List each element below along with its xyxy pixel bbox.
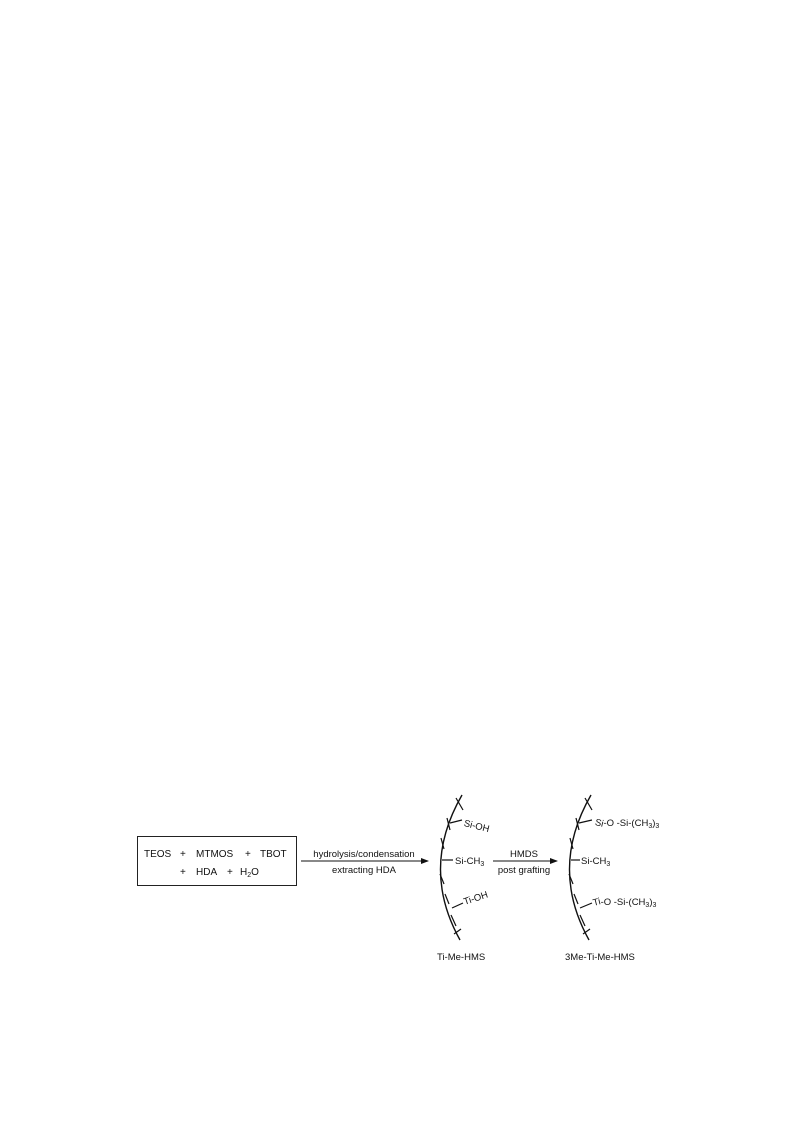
pore-wall-curve (569, 795, 591, 940)
group-si-o-sime3: Si-O $-Si-(CH_3)_3$ (593, 817, 660, 830)
reactant-water: $H_2O$ (240, 867, 259, 879)
reactant-hda: HDA (196, 867, 218, 878)
step2-condition-top: HMDS (510, 849, 538, 860)
group-ti-oh: Ti-OH (462, 889, 490, 908)
step1-condition-bottom: extracting HDA (332, 865, 396, 876)
product-name: 3Me-Ti-Me-HMS (565, 952, 635, 963)
plus-sign: + (180, 849, 186, 860)
group-si-ch3: $Si-CH_3$ (581, 856, 611, 868)
group-si-oh: Si-OH (462, 818, 491, 836)
step1-condition-top: hydrolysis/condensation (313, 849, 415, 860)
intermediate-name: Ti-Me-HMS (437, 952, 486, 963)
group-si-ch3: $Si-CH_3$ (455, 856, 485, 868)
reactant-tbot: TBOT (260, 849, 287, 860)
reactant-mtmos: MTMOS (196, 849, 234, 860)
step2-condition-bottom: post grafting (497, 865, 551, 876)
reactant-teos: TEOS (144, 849, 172, 860)
plus-sign: + (245, 849, 251, 860)
plus-sign: + (180, 867, 186, 878)
pore-wall-curve (440, 795, 462, 940)
group-ti-o-sime3: Ti-O $-Si-(CH_3)_3$ (591, 896, 657, 909)
pore-wall-ticks (440, 798, 463, 934)
pore-wall-ticks (569, 798, 592, 934)
plus-sign: + (227, 867, 233, 878)
